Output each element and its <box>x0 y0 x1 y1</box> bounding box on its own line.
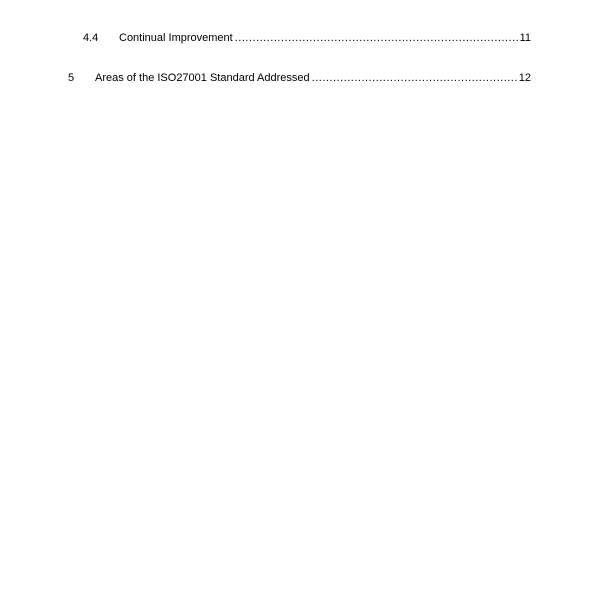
toc-dot-leader <box>235 31 518 45</box>
toc-entry-number: 4.4 <box>83 32 99 44</box>
toc-entry-page-number: 12 <box>518 72 531 84</box>
toc-entry-title: Continual Improvement <box>119 32 233 44</box>
toc-entry-page-number: 11 <box>519 32 531 44</box>
toc-entry-title: Areas of the ISO27001 Standard Addressed <box>95 72 310 84</box>
toc-dot-leader <box>312 71 517 85</box>
toc-entry-continual-improvement[interactable] <box>83 31 531 45</box>
toc-entry-number: 5 <box>68 72 75 84</box>
toc-entry-iso27001-areas[interactable] <box>68 71 531 85</box>
